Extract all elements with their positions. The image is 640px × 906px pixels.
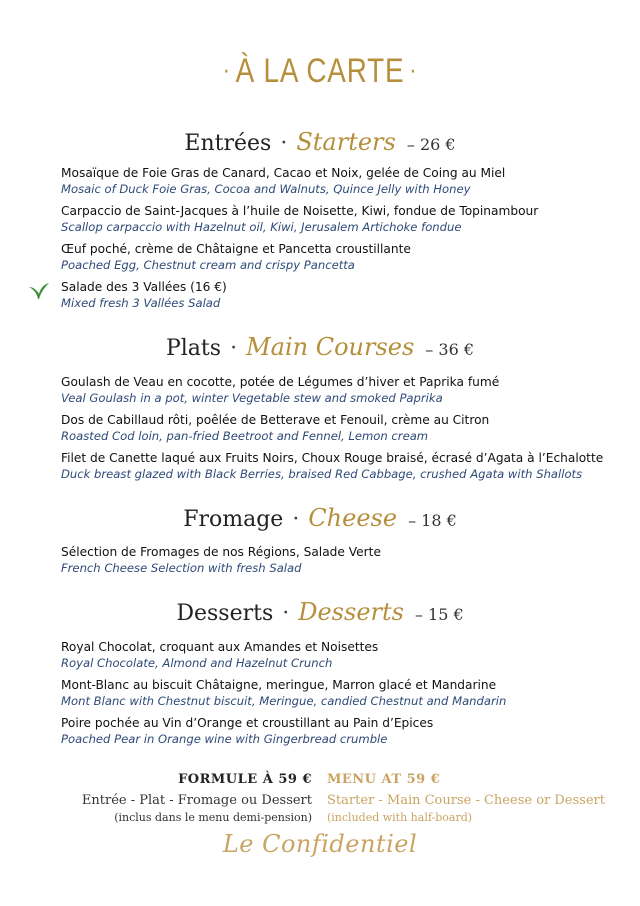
item-fr: Salade des 3 Vallées (16 €) xyxy=(61,280,227,294)
menu-item xyxy=(61,639,621,671)
title-dot-left: · xyxy=(222,54,231,84)
restaurant-signature-logo: Le Confidentiel xyxy=(222,830,418,858)
menu-item xyxy=(61,450,621,482)
formula-en-line: Starter - Main Course - Cheese or Dessert xyxy=(327,793,605,808)
formula-english xyxy=(327,770,605,826)
section-price: – 36 € xyxy=(425,340,475,359)
section-heading-starters xyxy=(0,128,640,156)
section-fr: Entrées xyxy=(184,131,272,156)
section-price: – 26 € xyxy=(406,135,456,154)
section-heading-desserts xyxy=(0,598,640,626)
section-heading-cheese xyxy=(0,504,640,532)
section-fr: Fromage xyxy=(183,507,284,532)
page-title xyxy=(58,52,583,91)
item-en: Scallop carpaccio with Hazelnut oil, Kiwi, Jerusalem Artichoke fondue xyxy=(61,220,462,234)
section-fr: Desserts xyxy=(176,601,274,626)
section-price: – 15 € xyxy=(414,605,464,624)
item-en: Mosaic of Duck Foie Gras, Cocoa and Walnuts, Quince Jelly with Honey xyxy=(61,182,471,196)
item-en: French Cheese Selection with fresh Salad xyxy=(61,561,302,575)
menu-item xyxy=(61,279,621,311)
menu-item xyxy=(61,544,621,576)
menu-item xyxy=(61,412,621,444)
section-fr: Plats xyxy=(165,336,222,361)
title-text: À LA CARTE xyxy=(235,52,405,90)
item-en: Mixed fresh 3 Vallées Salad xyxy=(61,296,221,310)
item-fr: Œuf poché, crème de Châtaigne et Pancetta croustillante xyxy=(61,242,411,256)
item-fr: Poire pochée au Vin d’Orange et croustillant au Pain d’Epices xyxy=(61,716,434,730)
section-en: Desserts xyxy=(298,598,404,626)
item-fr: Goulash de Veau en cocotte, potée de Légumes d’hiver et Paprika fumé xyxy=(61,375,500,389)
item-en: Mont Blanc with Chestnut biscuit, Meringue, candied Chestnut and Mandarin xyxy=(61,694,507,708)
item-fr: Carpaccio de Saint-Jacques à l’huile de Noisette, Kiwi, fondue de Topinambour xyxy=(61,204,539,218)
item-fr: Mont-Blanc au biscuit Châtaigne, meringue, Marron glacé et Mandarine xyxy=(61,678,497,692)
formula-french xyxy=(82,770,312,826)
item-en: Poached Pear in Orange wine with Gingerbread crumble xyxy=(61,732,388,746)
item-fr: Royal Chocolat, croquant aux Amandes et Noisettes xyxy=(61,640,379,654)
menu-item xyxy=(61,241,621,273)
formula-fr-title: FORMULE À 59 € xyxy=(178,772,312,787)
section-heading-main-courses xyxy=(0,333,640,361)
item-en: Duck breast glazed with Black Berries, braised Red Cabbage, crushed Agata with Shallots xyxy=(61,467,583,481)
item-en: Poached Egg, Chestnut cream and crispy Pancetta xyxy=(61,258,355,272)
item-fr: Dos de Cabillaud rôti, poêlée de Betterave et Fenouil, crème au Citron xyxy=(61,413,490,427)
menu-item xyxy=(61,374,621,406)
menu-item xyxy=(61,165,621,197)
section-price: – 18 € xyxy=(408,511,457,530)
formula-fr-note: (inclus dans le menu demi-pension) xyxy=(114,811,312,824)
formula-en-note: (included with half-board) xyxy=(327,811,473,824)
separator-dot: · xyxy=(280,131,288,156)
separator-dot: · xyxy=(282,601,290,626)
section-en: Main Courses xyxy=(246,333,415,361)
menu-item xyxy=(61,203,621,235)
menu-item xyxy=(61,677,621,709)
item-en: Royal Chocolate, Almond and Hazelnut Crunch xyxy=(61,656,333,670)
item-fr: Mosaïque de Foie Gras de Canard, Cacao et Noix, gelée de Coing au Miel xyxy=(61,166,506,180)
item-fr: Filet de Canette laqué aux Fruits Noirs, Choux Rouge braisé, écrasé d’Agata à l’Echalotte xyxy=(61,451,604,465)
section-en: Cheese xyxy=(308,504,398,532)
formula-en-title: MENU AT 59 € xyxy=(327,772,441,787)
leaf-icon xyxy=(28,281,50,301)
item-en: Veal Goulash in a pot, winter Vegetable stew and smoked Paprika xyxy=(61,391,443,405)
separator-dot: · xyxy=(230,336,238,361)
formula-fr-line: Entrée - Plat - Fromage ou Dessert xyxy=(81,793,312,808)
separator-dot: · xyxy=(292,507,300,532)
menu-item xyxy=(61,715,621,747)
title-dot-right: · xyxy=(409,54,418,84)
item-en: Roasted Cod loin, pan-fried Beetroot and Fennel, Lemon cream xyxy=(61,429,429,443)
section-en: Starters xyxy=(296,128,396,156)
item-fr: Sélection de Fromages de nos Régions, Salade Verte xyxy=(61,545,381,559)
